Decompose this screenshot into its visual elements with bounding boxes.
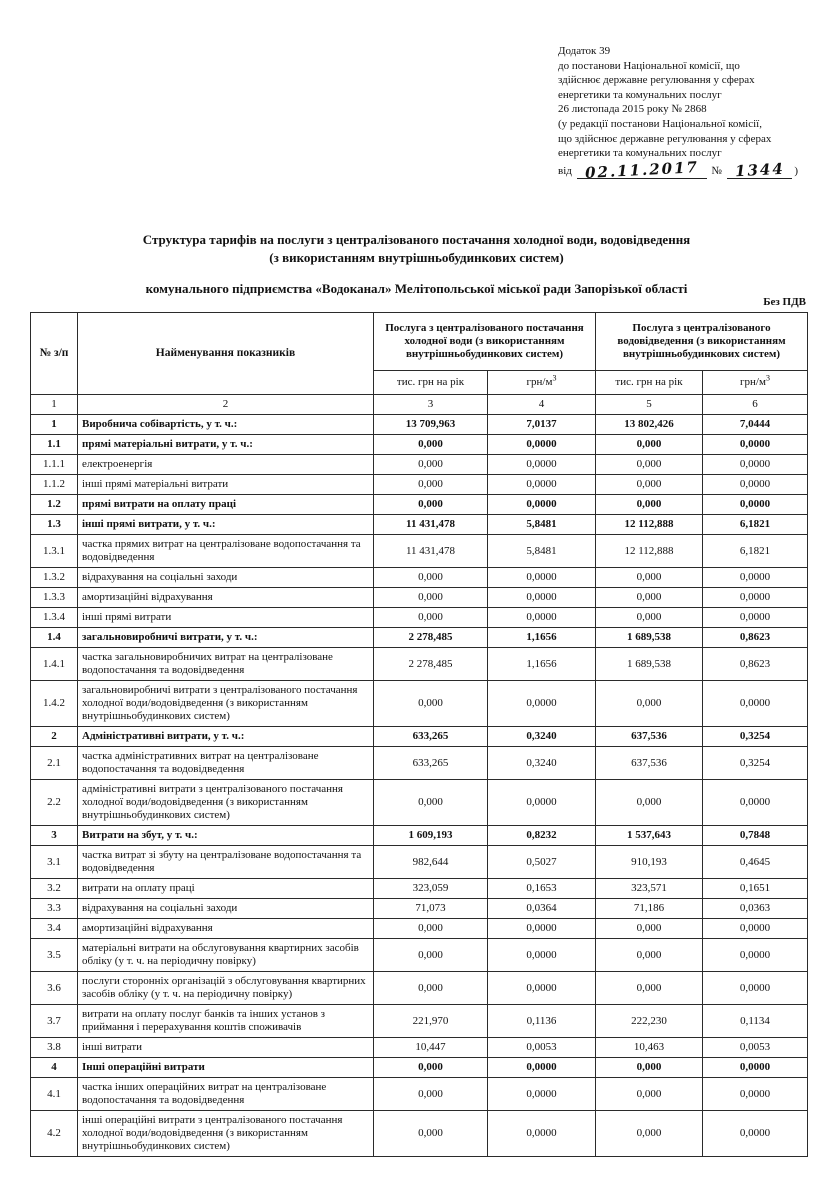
value-cell: 0,0053 xyxy=(703,1038,808,1058)
value-cell: 0,000 xyxy=(374,475,488,495)
closing-paren: ) xyxy=(794,164,798,177)
handwritten-number: 1344 xyxy=(734,159,785,181)
value-cell: 0,000 xyxy=(374,919,488,939)
tariff-table xyxy=(30,312,808,1157)
table-row xyxy=(31,1005,808,1038)
value-cell: 0,000 xyxy=(596,939,703,972)
value-cell: 0,000 xyxy=(596,972,703,1005)
row-number-cell: 1.4.1 xyxy=(31,648,78,681)
value-cell: 0,000 xyxy=(374,455,488,475)
value-cell: 0,0000 xyxy=(488,475,596,495)
col-index: 5 xyxy=(596,395,703,415)
handwritten-date-underline xyxy=(577,157,707,182)
row-number-cell: 2 xyxy=(31,727,78,747)
value-cell: 0,000 xyxy=(374,939,488,972)
value-cell: 0,000 xyxy=(596,1058,703,1078)
value-cell: 0,0000 xyxy=(703,919,808,939)
number-sign: № xyxy=(711,164,722,177)
value-cell: 7,0137 xyxy=(488,415,596,435)
appendix-line: здійснює державне регулювання у сферах xyxy=(558,74,755,87)
indicator-name-cell: прямі витрати на оплату праці xyxy=(78,495,374,515)
row-number-cell: 3.6 xyxy=(31,972,78,1005)
table-row xyxy=(31,435,808,455)
value-cell: 0,1653 xyxy=(488,879,596,899)
value-cell: 0,0000 xyxy=(488,972,596,1005)
row-number-cell: 2.2 xyxy=(31,780,78,826)
indicator-name-cell: частка витрат зі збуту на централізоване водопостачання та водовідведення xyxy=(78,846,374,879)
value-cell: 5,8481 xyxy=(488,535,596,568)
appendix-line: Додаток 39 xyxy=(558,45,611,57)
value-cell: 0,000 xyxy=(374,681,488,727)
col-header-water-supply: Послуга з централізованого постачання холодної води (з використанням внутрішньобудинкових систем) xyxy=(374,313,596,371)
row-number-cell: 1.4 xyxy=(31,628,78,648)
value-cell: 0,0000 xyxy=(488,455,596,475)
value-cell: 0,000 xyxy=(374,1111,488,1157)
col-index: 3 xyxy=(374,395,488,415)
value-cell: 11 431,478 xyxy=(374,515,488,535)
value-cell: 0,000 xyxy=(374,435,488,455)
value-cell: 0,3240 xyxy=(488,747,596,780)
indicator-name-cell: витрати на оплату послуг банків та інших установ з приймання і перерахування коштів споживачів xyxy=(78,1005,374,1038)
indicator-name-cell: відрахування на соціальні заходи xyxy=(78,568,374,588)
value-cell: 0,0000 xyxy=(488,681,596,727)
value-cell: 0,0000 xyxy=(703,568,808,588)
value-cell: 11 431,478 xyxy=(374,535,488,568)
table-row xyxy=(31,495,808,515)
title-line-2: (з використанням внутрішньобудинкових систем) xyxy=(269,250,564,265)
value-cell: 71,073 xyxy=(374,899,488,919)
value-cell: 13 709,963 xyxy=(374,415,488,435)
indicator-name-cell: Адміністративні витрати, у т. ч.: xyxy=(78,727,374,747)
table-row xyxy=(31,628,808,648)
table-row xyxy=(31,455,808,475)
value-cell: 0,0000 xyxy=(703,495,808,515)
table-header xyxy=(31,313,808,415)
value-cell: 0,0363 xyxy=(703,899,808,919)
appendix-from-line xyxy=(558,157,830,182)
unit-thousand-uah-year: тис. грн на рік xyxy=(596,371,703,395)
row-number-cell: 1.3.1 xyxy=(31,535,78,568)
table-row xyxy=(31,826,808,846)
table-row xyxy=(31,588,808,608)
row-number-cell: 3.4 xyxy=(31,919,78,939)
value-cell: 0,1136 xyxy=(488,1005,596,1038)
table-row xyxy=(31,919,808,939)
row-number-cell: 1.3.3 xyxy=(31,588,78,608)
indicator-name-cell: інші операційні витрати з централізованого постачання холодної води/водовідведення (з використанням внутрішньобудинкових систем) xyxy=(78,1111,374,1157)
value-cell: 0,0000 xyxy=(703,588,808,608)
value-cell: 0,0000 xyxy=(488,1078,596,1111)
value-cell: 0,000 xyxy=(596,475,703,495)
value-cell: 1 689,538 xyxy=(596,628,703,648)
col-header-sewerage: Послуга з централізованого водовідведення (з використанням внутрішньобудинкових систем) xyxy=(596,313,808,371)
value-cell: 0,0000 xyxy=(703,455,808,475)
indicator-name-cell: амортизаційні відрахування xyxy=(78,588,374,608)
value-cell: 0,0000 xyxy=(703,435,808,455)
value-cell: 0,0000 xyxy=(703,939,808,972)
table-row xyxy=(31,568,808,588)
value-cell: 12 112,888 xyxy=(596,515,703,535)
indicator-name-cell: інші прямі витрати, у т. ч.: xyxy=(78,515,374,535)
indicator-name-cell: прямі матеріальні витрати, у т. ч.: xyxy=(78,435,374,455)
value-cell: 0,4645 xyxy=(703,846,808,879)
value-cell: 0,1651 xyxy=(703,879,808,899)
value-cell: 323,571 xyxy=(596,879,703,899)
value-cell: 0,0364 xyxy=(488,899,596,919)
indicator-name-cell: адміністративні витрати з централізованого постачання холодної води/водовідведення (з використанням внутрішньобудинкових систем) xyxy=(78,780,374,826)
indicator-name-cell: інші прямі витрати xyxy=(78,608,374,628)
value-cell: 1,1656 xyxy=(488,628,596,648)
table-row xyxy=(31,475,808,495)
value-cell: 0,0000 xyxy=(488,608,596,628)
row-number-cell: 1.4.2 xyxy=(31,681,78,727)
row-number-cell: 3.5 xyxy=(31,939,78,972)
row-number-cell: 2.1 xyxy=(31,747,78,780)
value-cell: 1 537,643 xyxy=(596,826,703,846)
table-row xyxy=(31,1058,808,1078)
row-number-cell: 1.1.1 xyxy=(31,455,78,475)
col-header-indicator: Найменування показників xyxy=(78,313,374,395)
value-cell: 0,000 xyxy=(596,455,703,475)
table-row xyxy=(31,879,808,899)
value-cell: 0,000 xyxy=(596,780,703,826)
col-index: 1 xyxy=(31,395,78,415)
value-cell: 0,0000 xyxy=(488,919,596,939)
value-cell: 0,000 xyxy=(596,435,703,455)
row-number-cell: 1 xyxy=(31,415,78,435)
row-number-cell: 1.2 xyxy=(31,495,78,515)
value-cell: 0,000 xyxy=(374,1078,488,1111)
indicator-name-cell: Витрати на збут, у т. ч.: xyxy=(78,826,374,846)
value-cell: 0,0000 xyxy=(703,1058,808,1078)
appendix-note xyxy=(558,44,830,182)
table-row xyxy=(31,535,808,568)
indicator-name-cell: інші прямі матеріальні витрати xyxy=(78,475,374,495)
value-cell: 0,0000 xyxy=(488,780,596,826)
value-cell: 71,186 xyxy=(596,899,703,919)
value-cell: 0,000 xyxy=(374,972,488,1005)
value-cell: 0,000 xyxy=(374,495,488,515)
indicator-name-cell: частка прямих витрат на централізоване водопостачання та водовідведення xyxy=(78,535,374,568)
value-cell: 637,536 xyxy=(596,727,703,747)
value-cell: 0,0000 xyxy=(488,1111,596,1157)
value-cell: 0,0000 xyxy=(488,568,596,588)
value-cell: 0,3254 xyxy=(703,747,808,780)
value-cell: 0,000 xyxy=(596,568,703,588)
value-cell: 0,000 xyxy=(596,681,703,727)
value-cell: 0,3240 xyxy=(488,727,596,747)
table-row xyxy=(31,648,808,681)
row-number-cell: 1.3.4 xyxy=(31,608,78,628)
table-row xyxy=(31,1078,808,1111)
value-cell: 5,8481 xyxy=(488,515,596,535)
unit-uah-per-m3: грн/$м^3$ xyxy=(488,371,596,395)
table-row xyxy=(31,727,808,747)
row-number-cell: 3.7 xyxy=(31,1005,78,1038)
handwritten-date: 02.11.2017 xyxy=(584,157,699,182)
value-cell: 323,059 xyxy=(374,879,488,899)
indicator-name-cell: електроенергія xyxy=(78,455,374,475)
value-cell: 12 112,888 xyxy=(596,535,703,568)
row-number-cell: 3.2 xyxy=(31,879,78,899)
value-cell: 910,193 xyxy=(596,846,703,879)
from-label: від xyxy=(558,164,572,177)
title-line-1: Структура тарифів на послуги з централізованого постачання холодної води, водовідведення xyxy=(142,232,691,247)
col-header-number: № з/п xyxy=(31,313,78,395)
row-number-cell: 4 xyxy=(31,1058,78,1078)
table-row xyxy=(31,899,808,919)
value-cell: 1 609,193 xyxy=(374,826,488,846)
value-cell: 0,0000 xyxy=(703,608,808,628)
appendix-line: 26 листопада 2015 року № 2868 xyxy=(558,103,707,116)
appendix-line: до постанови Національної комісії, що xyxy=(558,59,740,72)
table-row xyxy=(31,515,808,535)
value-cell: 0,0000 xyxy=(703,1111,808,1157)
value-cell: 0,000 xyxy=(374,1058,488,1078)
value-cell: 0,000 xyxy=(596,1078,703,1111)
indicator-name-cell: частка загальновиробничих витрат на централізоване водопостачання та водовідведення xyxy=(78,648,374,681)
value-cell: 0,0000 xyxy=(703,681,808,727)
table-row xyxy=(31,939,808,972)
value-cell: 0,000 xyxy=(596,919,703,939)
indicator-name-cell: загальновиробничі витрати, у т. ч.: xyxy=(78,628,374,648)
header-row-indexes xyxy=(31,395,808,415)
indicator-name-cell: відрахування на соціальні заходи xyxy=(78,899,374,919)
row-number-cell: 1.1 xyxy=(31,435,78,455)
value-cell: 0,000 xyxy=(374,608,488,628)
table-body xyxy=(31,415,808,1157)
value-cell: 0,000 xyxy=(596,608,703,628)
appendix-line: (у редакції постанови Національної комісії, xyxy=(558,117,762,130)
indicator-name-cell: загальновиробничі витрати з централізованого постачання холодної води/водовідведення (з використанням внутрішньобудинкових систем) xyxy=(78,681,374,727)
value-cell: 0,000 xyxy=(596,1111,703,1157)
indicator-name-cell: частка інших операційних витрат на централізоване водопостачання та водовідведення xyxy=(78,1078,374,1111)
indicator-name-cell: Виробнича собівартість, у т. ч.: xyxy=(78,415,374,435)
vat-note: Без ПДВ xyxy=(763,296,806,308)
value-cell: 0,000 xyxy=(596,495,703,515)
value-cell: 0,3254 xyxy=(703,727,808,747)
value-cell: 0,0000 xyxy=(703,475,808,495)
indicator-name-cell: Інші операційні витрати xyxy=(78,1058,374,1078)
indicator-name-cell: витрати на оплату праці xyxy=(78,879,374,899)
value-cell: 13 802,426 xyxy=(596,415,703,435)
row-number-cell: 3 xyxy=(31,826,78,846)
row-number-cell: 3.3 xyxy=(31,899,78,919)
value-cell: 222,230 xyxy=(596,1005,703,1038)
value-cell: 0,0053 xyxy=(488,1038,596,1058)
table-row xyxy=(31,415,808,435)
col-index: 2 xyxy=(78,395,374,415)
table-row xyxy=(31,681,808,727)
indicator-name-cell: матеріальні витрати на обслуговування квартирних засобів обліку (у т. ч. на періодичну повірку) xyxy=(78,939,374,972)
value-cell: 633,265 xyxy=(374,727,488,747)
value-cell: 7,0444 xyxy=(703,415,808,435)
indicator-name-cell: амортизаційні відрахування xyxy=(78,919,374,939)
value-cell: 0,0000 xyxy=(703,1078,808,1111)
row-number-cell: 1.3 xyxy=(31,515,78,535)
value-cell: 0,0000 xyxy=(488,495,596,515)
value-cell: 0,0000 xyxy=(488,1058,596,1078)
value-cell: 6,1821 xyxy=(703,515,808,535)
table-row xyxy=(31,1111,808,1157)
value-cell: 0,0000 xyxy=(703,780,808,826)
document-title xyxy=(0,231,833,267)
value-cell: 633,265 xyxy=(374,747,488,780)
value-cell: 0,8232 xyxy=(488,826,596,846)
value-cell: 6,1821 xyxy=(703,535,808,568)
row-number-cell: 1.1.2 xyxy=(31,475,78,495)
table-row xyxy=(31,780,808,826)
row-number-cell: 1.3.2 xyxy=(31,568,78,588)
table-row xyxy=(31,972,808,1005)
table-row xyxy=(31,608,808,628)
table-row xyxy=(31,846,808,879)
value-cell: 0,8623 xyxy=(703,648,808,681)
value-cell: 1 689,538 xyxy=(596,648,703,681)
row-number-cell: 3.1 xyxy=(31,846,78,879)
row-number-cell: 4.1 xyxy=(31,1078,78,1111)
value-cell: 2 278,485 xyxy=(374,648,488,681)
col-index: 4 xyxy=(488,395,596,415)
row-number-cell: 3.8 xyxy=(31,1038,78,1058)
table-row xyxy=(31,1038,808,1058)
indicator-name-cell: послуги сторонніх організацій з обслуговування квартирних засобів обліку (у т. ч. на періодичну повірку) xyxy=(78,972,374,1005)
appendix-line: що здійснює державне регулювання у сферах xyxy=(558,132,772,145)
value-cell: 0,000 xyxy=(596,588,703,608)
value-cell: 0,5027 xyxy=(488,846,596,879)
value-cell: 1,1656 xyxy=(488,648,596,681)
col-index: 6 xyxy=(703,395,808,415)
header-row-main xyxy=(31,313,808,371)
value-cell: 0,000 xyxy=(374,588,488,608)
value-cell: 982,644 xyxy=(374,846,488,879)
value-cell: 0,0000 xyxy=(488,939,596,972)
value-cell: 0,1134 xyxy=(703,1005,808,1038)
appendix-line: енергетики та комунальних послуг xyxy=(558,147,722,160)
value-cell: 0,000 xyxy=(374,780,488,826)
row-number-cell: 4.2 xyxy=(31,1111,78,1157)
value-cell: 10,447 xyxy=(374,1038,488,1058)
appendix-line: енергетики та комунальних послуг xyxy=(558,88,722,101)
handwritten-number-underline xyxy=(727,159,793,181)
value-cell: 0,0000 xyxy=(488,435,596,455)
value-cell: 221,970 xyxy=(374,1005,488,1038)
table-row xyxy=(31,747,808,780)
indicator-name-cell: частка адміністративних витрат на централізоване водопостачання та водовідведення xyxy=(78,747,374,780)
value-cell: 0,000 xyxy=(374,568,488,588)
value-cell: 637,536 xyxy=(596,747,703,780)
value-cell: 0,0000 xyxy=(488,588,596,608)
title-line-3: комунального підприємства «Водоканал» Мелітопольської міської ради Запорізької області xyxy=(145,281,688,296)
value-cell: 2 278,485 xyxy=(374,628,488,648)
indicator-name-cell: інші витрати xyxy=(78,1038,374,1058)
value-cell: 10,463 xyxy=(596,1038,703,1058)
unit-uah-per-m3: грн/$м^3$ xyxy=(703,371,808,395)
unit-thousand-uah-year: тис. грн на рік xyxy=(374,371,488,395)
value-cell: 0,8623 xyxy=(703,628,808,648)
value-cell: 0,0000 xyxy=(703,972,808,1005)
value-cell: 0,7848 xyxy=(703,826,808,846)
